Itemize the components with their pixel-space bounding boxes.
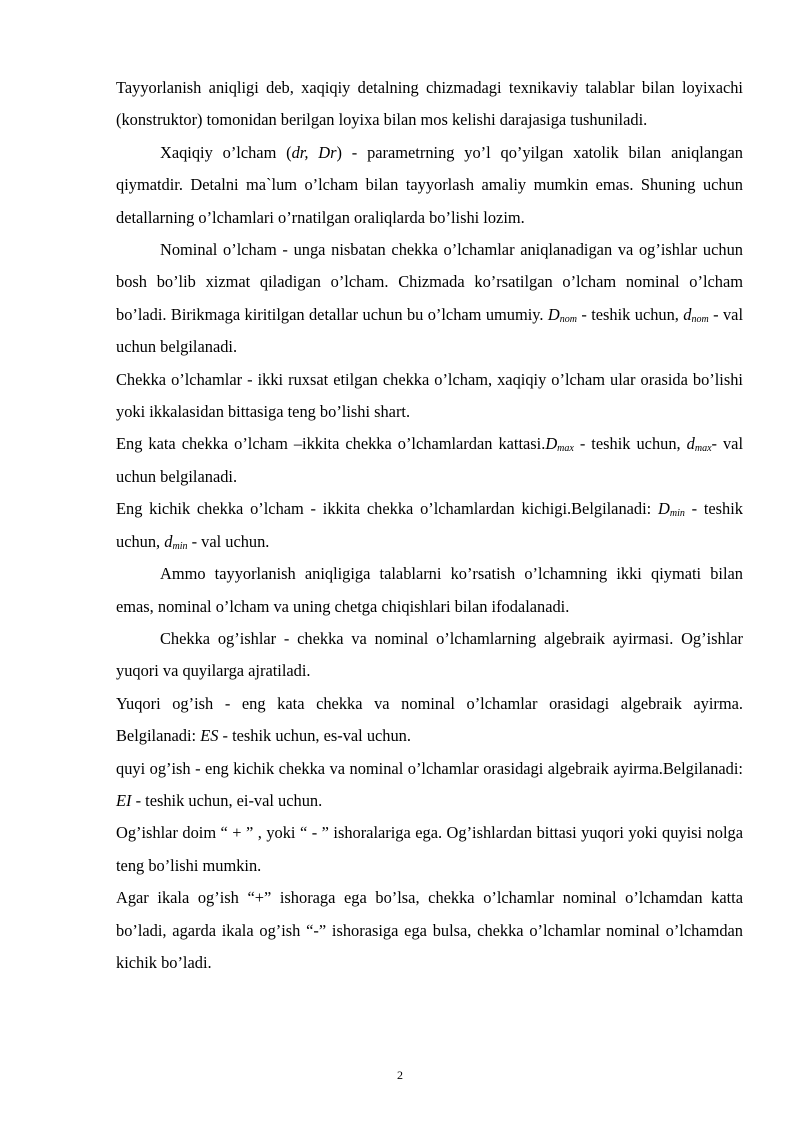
symbol-D-min: D [658, 499, 670, 519]
body-text [116, 72, 743, 979]
paragraph-8: Chekka og’ishlar - chekka va nominal o’lchamlarning algebraik ayirmasi. Og’ishlar yuqori va quyilarga ajratiladi. [116, 628, 743, 681]
paragraph-3 [116, 234, 743, 364]
subscript-max: max [694, 443, 712, 455]
paragraph-6 [116, 493, 743, 558]
text-run: ) - parametrning yo’l qo’yilgan xatolik bilan aniqlangan qiymatdir. Detalni ma`lum o’lcham bilan tayyorlash amaliy mumkin emas. Shuning uchun detallarning o’lchamlari o’rnatilgan oraliqlarda bo’lishi lozim. [116, 142, 743, 227]
paragraph-12: Agar ikala og’ish “+” ishoraga ega bo’lsa, chekka o’lchamlar nominal o’lchamdan katta bo’ladi, agarda ikala og’ish “-” ishorasiga ega bulsa, chekka o’lchamlar nominal o’lchamdan kichik bo’ladi. [116, 888, 743, 972]
text-run: - val uchun. [187, 531, 270, 551]
symbol-d-min: d [164, 531, 173, 551]
subscript-min: min [172, 540, 188, 552]
symbol-Dr: Dr [318, 142, 337, 162]
paragraph-5 [116, 428, 743, 493]
paragraph-10 [116, 753, 743, 818]
text-run: Nominal o’lcham - unga nisbatan chekka o’lchamlar aniqlanadigan va og’ishlar uchun bosh bo’lib xizmat qiladigan o’lcham. Chizmada ko’rsatilgan o’lcham nominal o’lcham bo’ladi. Birikmaga kiritilgan detallar uchun bu o’lcham umumiy. [116, 240, 743, 324]
subscript-min: min [669, 508, 685, 520]
text-run: - teshik uchun, es-val uchun. [218, 726, 411, 746]
symbol-D-max: D [545, 434, 558, 454]
symbol-ES: ES [200, 726, 219, 746]
text-run: - val uchun belgilanadi. [116, 434, 744, 486]
text-run: Yuqori og’ish - eng kata chekka va nominal o’lchamlar orasidagi algebraik ayirma. Belgilanadi: [116, 693, 743, 746]
symbol-d-nom: d [683, 304, 692, 324]
symbol-dr: dr, [291, 142, 309, 162]
paragraph-2 [116, 137, 743, 234]
text-run: - teshik uchun, [116, 499, 743, 551]
text-run: - teshik uchun, [576, 304, 684, 324]
symbol-D-nom: D [547, 304, 560, 324]
paragraph-4: Chekka o’lchamlar - ikki ruxsat etilgan chekka o’lcham, xaqiqiy o’lcham ular orasida bo’lishi yoki ikkalasidan bittasiga teng bo’lishi shart. [116, 369, 743, 422]
paragraph-7: Ammo tayyorlanish aniqligiga talablarni ko’rsatish o’lchamning ikki qiymati bilan emas, nominal o’lcham va uning chetga chiqishlari bilan ifodalanadi. [116, 564, 743, 616]
page-number: 2 [397, 1068, 403, 1082]
text-run: - teshik uchun, ei-val uchun. [131, 790, 323, 810]
text-run: Xaqiqiy o’lcham ( [160, 142, 292, 162]
symbol-d-max: d [686, 434, 695, 454]
text-run [308, 143, 318, 162]
paragraph-1: Tayyorlanish aniqligi deb, xaqiqiy detalning chizmadagi texnikaviy talablar bilan loyixachi (konstruktor) tomonidan berilgan loyixa bilan mos kelishi darajasiga tushuniladi. [116, 78, 743, 130]
text-run: quyi og’ish - eng kichik chekka va nominal o’lchamlar orasidagi algebraik ayirma.Belgilanadi: [116, 758, 743, 778]
text-run: Eng kichik chekka o’lcham - ikkita chekka o’lchamlardan kichigi.Belgilanadi: [116, 499, 658, 519]
subscript-nom: nom [559, 313, 577, 325]
subscript-max: max [557, 443, 574, 455]
text-run: - teshik uchun, [573, 434, 687, 454]
subscript-nom: nom [691, 313, 709, 325]
symbol-EI: EI [116, 790, 132, 810]
paragraph-9 [116, 688, 743, 753]
text-run: Eng kata chekka o’lcham –ikkita chekka o’lchamlardan kattasi. [116, 434, 546, 454]
text-run: - val uchun belgilanadi. [116, 304, 743, 357]
paragraph-11: Og’ishlar doim “ + ” , yoki “ - ” ishoralariga ega. Og’ishlardan bittasi yuqori yoki quyisi nolga teng bo’lishi mumkin. [116, 823, 743, 875]
